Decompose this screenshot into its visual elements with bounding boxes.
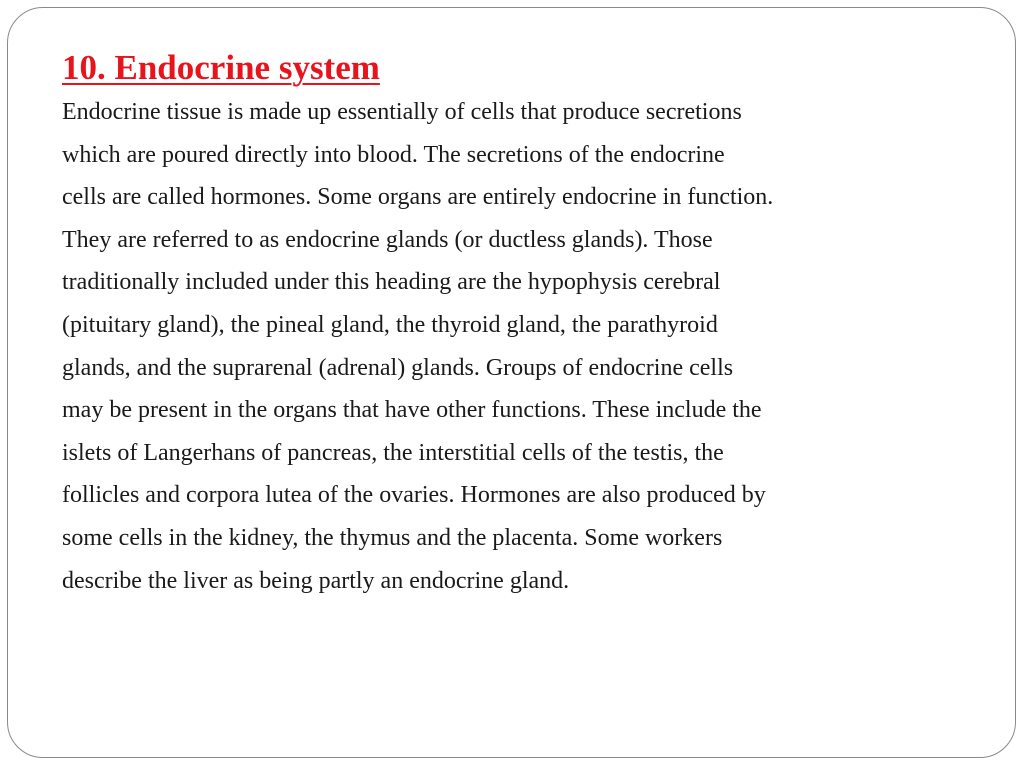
paragraph-line: Endocrine tissue is made up essentially of cells that produce secretions	[62, 99, 742, 125]
paragraph-line: They are referred to as endocrine glands (or ductless glands). Those	[62, 226, 713, 253]
paragraph-line: glands, and the suprarenal (adrenal) glands. Groups of endocrine cells	[62, 354, 734, 381]
slide-content	[62, 46, 962, 602]
paragraph-line: traditionally included under this heading are the hypophysis cerebral	[62, 269, 721, 296]
paragraph-line: islets of Langerhans of pancreas, the interstitial cells of the testis, the	[62, 439, 724, 466]
paragraph-line: describe the liver as being partly an endocrine gland.	[62, 567, 570, 594]
paragraph-line: (pituitary gland), the pineal gland, the thyroid gland, the parathyroid	[62, 311, 718, 338]
paragraph-line: some cells in the kidney, the thymus and the placenta. Some workers	[62, 524, 723, 551]
paragraph-line: follicles and corpora lutea of the ovaries. Hormones are also produced by	[62, 482, 766, 509]
paragraph-line: cells are called hormones. Some organs are entirely endocrine in function.	[62, 184, 774, 211]
paragraph-line: which are poured directly into blood. The secretions of the endocrine	[62, 141, 725, 168]
paragraph-line: may be present in the organs that have other functions. These include the	[62, 397, 762, 424]
body-paragraph	[62, 91, 962, 602]
slide-title: 10. Endocrine system	[62, 48, 380, 87]
